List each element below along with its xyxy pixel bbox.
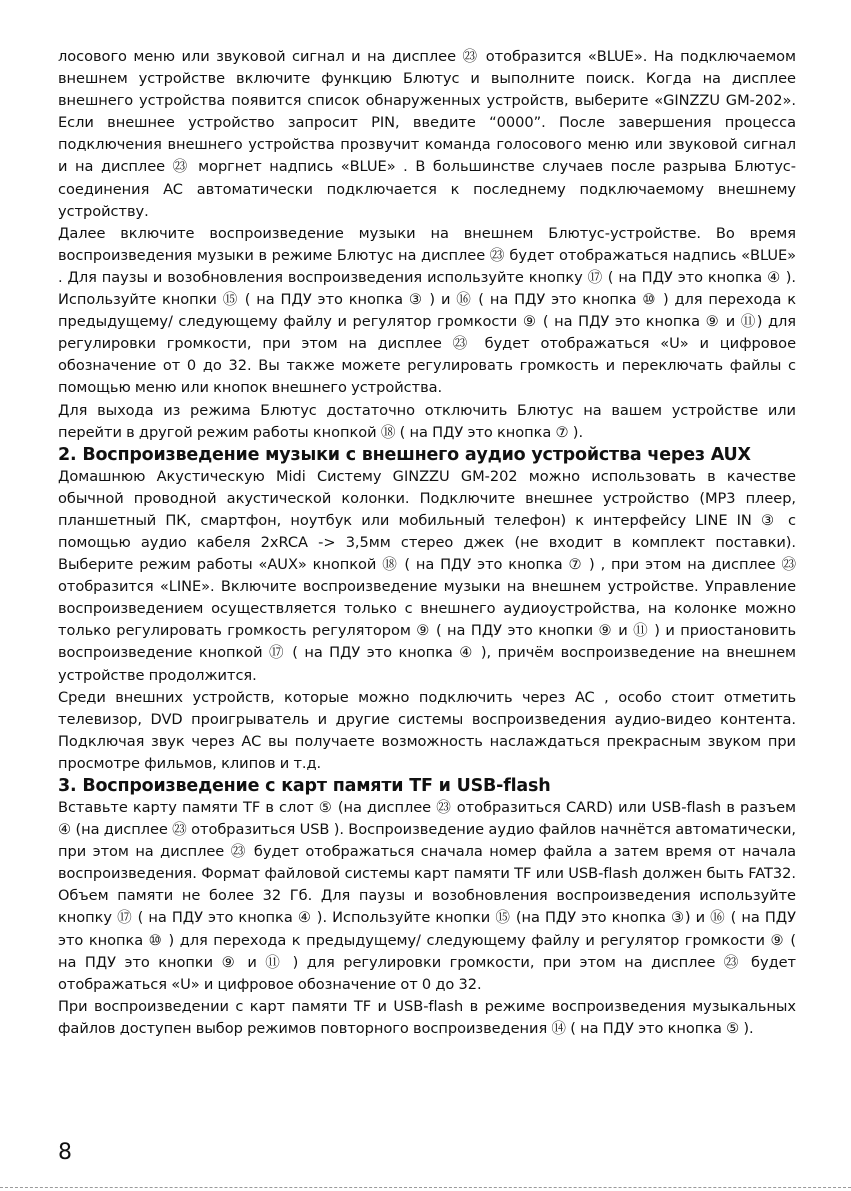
paragraph: Среди внешних устройств, которые можно подключить через AC , особо стоит отметить телевизор, DVD проигрыватель и другие системы воспроизведения аудио-видео контента. Подключая звук через AC вы получаете возможность наслаждаться прекрасным звуком при просмотре фильмов, клипов и т.д. <box>58 688 796 772</box>
paragraph: Далее включите воспроизведение музыки на внешнем Блютус-устройстве. Во время воспроизведения музыки в режиме Блютус на дисплее ㉓ будет отображаться надпись «BLUE» . Для паузы и возобновления воспроизведения используйте кнопку ⑰ ( на ПДУ это кнопка ④ ). Используйте кнопки ⑮ ( на ПДУ это кнопка ③ ) и ⑯ ( на ПДУ это кнопка ⑩ ) для перехода к предыдущему/ следующему файлу и регулятор громкости ⑨ ( на ПДУ это кнопка ⑨ и ⑪) для регулировки громкости, при этом на дисплее ㉓ будет отображаться «U» и цифровое обозначение от 0 до 32. Вы также можете регулировать громкость и переключать файлы с помощью меню или кнопок внешнего устройства. <box>58 224 796 397</box>
paragraph: лосового меню или звуковой сигнал и на дисплее ㉓ отобразится «BLUE». На подключаемом внешнем устройстве включите функцию Блютус и выполните поиск. Когда на дисплее внешнего устройства появится список обнаруженных устройств, выберите «GINZZU GM-202». Если внешнее устройство запросит PIN, введите “0000”. После завершения процесса подключения внешнего устройства прозвучит команда голосового меню или звуковой сигнал и на дисплее ㉓ моргнет надпись «BLUE» . В большинстве случаев после разрыва Блютус-соединения AC автоматически подключается к последнему подключаемому внешнему устройству. <box>58 48 796 220</box>
section-aux <box>58 466 796 775</box>
section-heading-tf-usb: 3. Воспроизведение с карт памяти TF и USB-flash <box>58 776 551 796</box>
bottom-divider <box>0 1187 851 1188</box>
manual-page <box>58 46 796 1040</box>
paragraph: Вставьте карту памяти TF в слот ⑤ (на дисплее ㉓ отобразиться CARD) или USB-flash в разъем ④ (на дисплее ㉓ отобразиться USB ). Воспроизведение аудио файлов начнётся автоматически, при этом на дисплее ㉓ будет отображаться сначала номер файла а затем время от начала воспроизведения. Формат файловой системы карт памяти TF или USB-flash должен быть FAT32. Объем памяти не более 32 Гб. Для паузы и возобновления воспроизведения используйте кнопку ⑰ ( на ПДУ это кнопка ④ ). Используйте кнопки ⑮ (на ПДУ это кнопка ③) и ⑯ ( на ПДУ это кнопка ⑩ ) для перехода к предыдущему/ следующему файлу и регулятор громкости ⑨ ( на ПДУ это кнопки ⑨ и ⑪ ) для регулировки громкости, при этом на дисплее ㉓ будет отображаться «U» и цифровое обозначение от 0 до 32. <box>58 799 796 993</box>
section-heading-aux: 2. Воспроизведение музыки с внешнего аудио устройства через AUX <box>58 444 751 465</box>
section-tf-usb <box>58 797 796 1040</box>
section-bluetooth-continued <box>58 46 796 444</box>
paragraph: При воспроизведении с карт памяти TF и USB-flash в режиме воспроизведения музыкальных файлов доступен выбор режимов повторного воспроизведения ⑭ ( на ПДУ это кнопка ⑤ ). <box>58 997 796 1037</box>
paragraph: Домашнюю Акустическую Midi Систему GINZZU GM-202 можно использовать в качестве обычной проводной акустической колонки. Подключите внешнее устройство (MP3 плеер, планшетный ПК, смартфон, ноутбук или мобильный телефон) к интерфейсу LINE IN ③ с помощью аудио кабеля 2xRCA -> 3,5мм стерео джек (не входит в комплект поставки). Выберите режим работы «AUX» кнопкой ⑱ ( на ПДУ это кнопка ⑦ ) , при этом на дисплее ㉓ отобразится «LINE». Включите воспроизведение музыки на внешнем устройстве. Управление воспроизведением осуществляется только с внешнего аудиоустройства, на колонке можно только регулировать громкость регулятором ⑨ ( на ПДУ это кнопки ⑨ и ⑪ ) и приостановить воспроизведение кнопкой ⑰ ( на ПДУ это кнопка ④ ), причём воспроизведение на внешнем устройстве продолжится. <box>58 467 796 684</box>
paragraph: Для выхода из режима Блютус достаточно отключить Блютус на вашем устройстве или перейти в другой режим работы кнопкой ⑱ ( на ПДУ это кнопка ⑦ ). <box>58 401 796 441</box>
page-number: 8 <box>58 1140 72 1165</box>
